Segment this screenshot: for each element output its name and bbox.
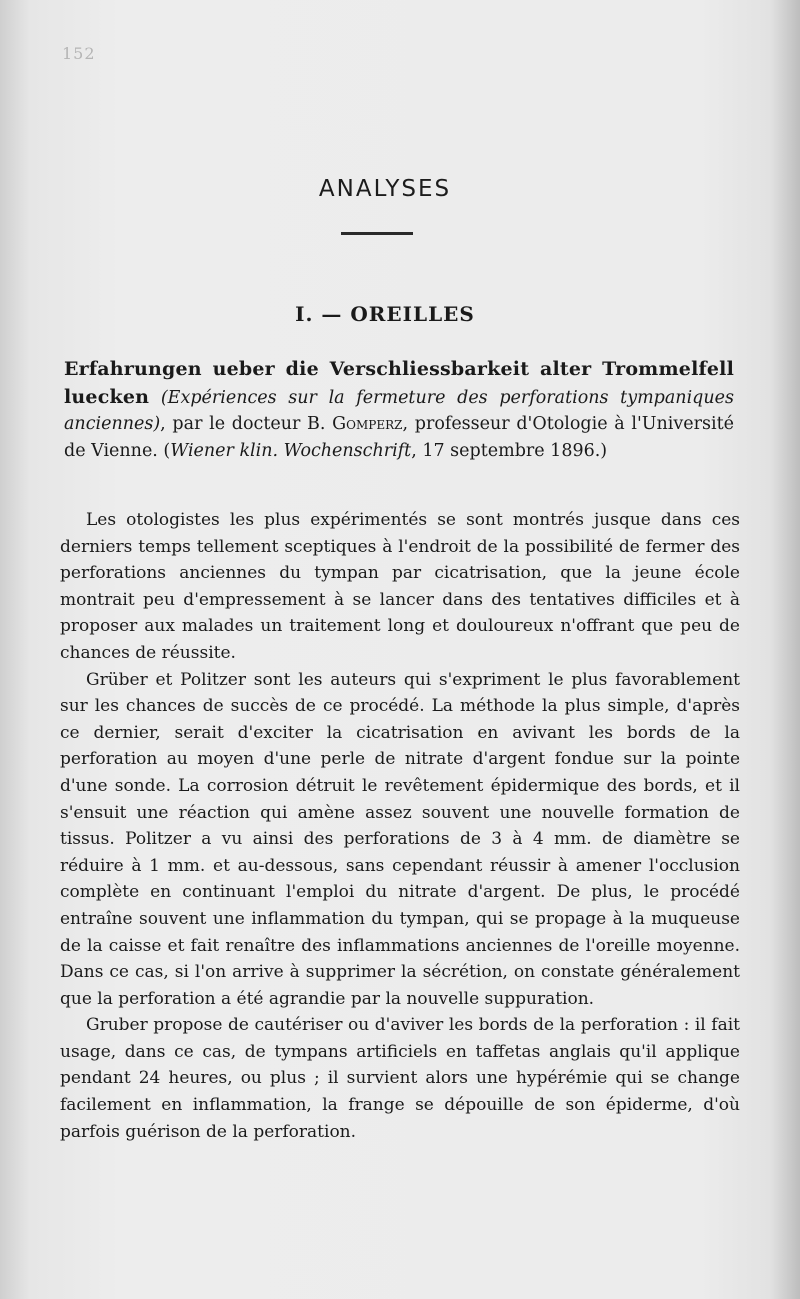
article-title-german: Erfahrungen ueber die Verschliessbarkeit alter Trommelfell luecken (64, 358, 734, 408)
subsection-title: I. — OREILLES (295, 302, 475, 326)
article-title-french: (Expériences sur la fermeture des perforations tympaniques anciennes) (64, 387, 734, 434)
journal-name: Wiener klin. Wochenschrift (170, 440, 412, 461)
section-title: ANALYSES (318, 176, 452, 202)
publication-date: , 17 septembre 1896.) (411, 440, 608, 461)
article-body (60, 507, 740, 1145)
page-number: 152 (62, 44, 96, 63)
paragraph-3: Gruber propose de cautériser ou d'aviver les bords de la perforation : il fait usage, dans ce cas, de tympans artificiels en taffetas anglais qu'il applique pendant 24 heures, ou plus ; il survient alors une hypérémie qui se change facilement en inflammation, la frange se dépouille de son épiderme, d'où parfois guérison de la perforation. (60, 1015, 740, 1142)
byline-post: , professeur d'Otologie à l'Université de Vienne. ( (64, 414, 734, 461)
author-name: Gomperz (332, 414, 403, 434)
paragraph-2: Grüber et Politzer sont les auteurs qui s'expriment le plus favorablement sur les chances de succès de ce procédé. La méthode la plus simple, d'après ce dernier, serait d'exciter la cicatrisation en avivant les bords de la perforation au moyen d'une perle de nitrate d'argent fondue sur la pointe d'une sonde. La corrosion détruit le revêtement épidermique des bords, et il s'ensuit une réaction qui amène assez souvent une nouvelle formation de tissus. Politzer a vu ainsi des perforations de 3 à 4 mm. de diamètre se réduire à 1 mm. et au-dessous, sans cependant réussir à amener l'occlusion complète en continuant l'emploi du nitrate d'argent. De plus, le procédé entraîne souvent une inflammation du tympan, qui se propage à la muqueuse de la caisse et fait renaître des inflammations anciennes de l'oreille moyenne. Dans ce cas, si l'on arrive à supprimer la sécrétion, on constate généralement que la perforation a été agrandie par la nouvelle suppuration. (60, 669, 740, 1009)
title-rule (341, 232, 413, 235)
paragraph-1: Les otologistes les plus expérimentés se sont montrés jusque dans ces derniers temps tellement sceptiques à l'endroit de la possibilité de fermer des perforations anciennes du tympan par cicatrisation, que la jeune école montrait peu d'empressement à se lancer dans des tentatives difficiles et à proposer aux malades un traitement long et douloureux n'offrant que peu de chances de réussite. (60, 510, 740, 663)
article-heading (64, 356, 734, 464)
byline-pre: , par le docteur B. (160, 414, 333, 434)
